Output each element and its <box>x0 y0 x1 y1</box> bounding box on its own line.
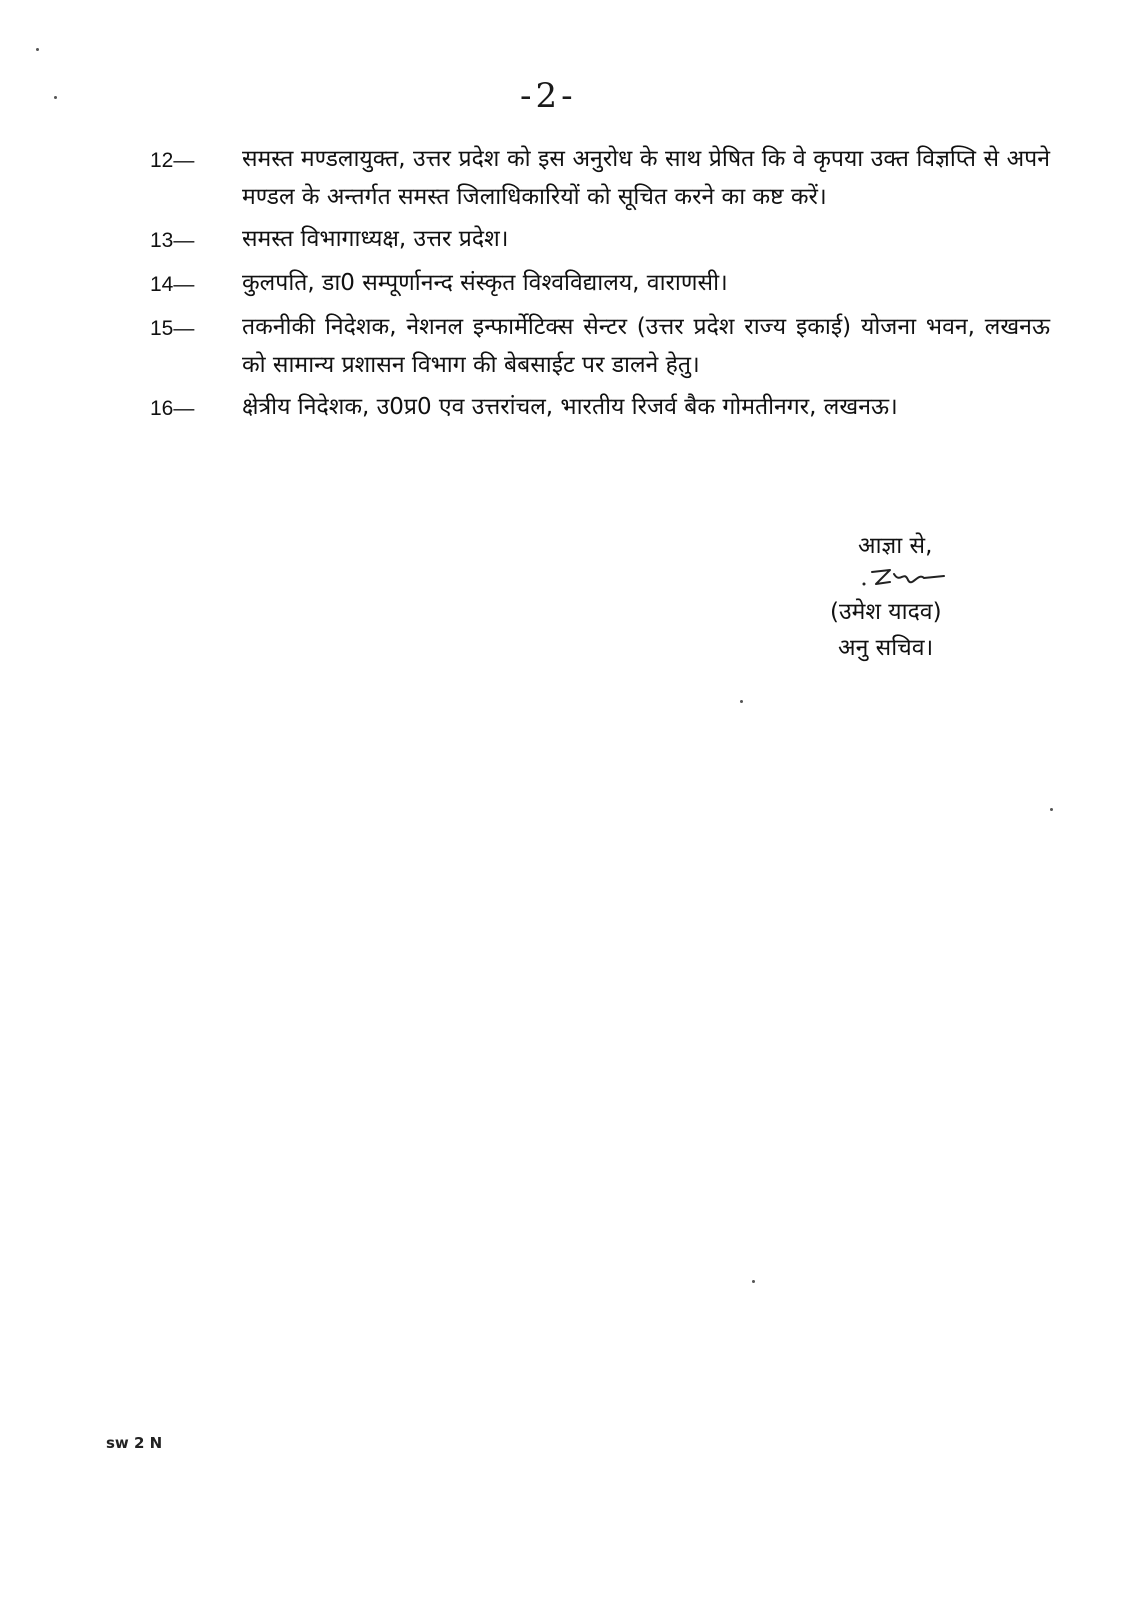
list-item-number: 14— <box>150 273 195 296</box>
scan-speck <box>1050 808 1053 811</box>
list-item-number: 15— <box>150 317 195 340</box>
list-item <box>150 308 1050 384</box>
scan-speck <box>54 96 57 99</box>
signatory-name: (उमेश यादव) <box>830 599 942 625</box>
signature-block <box>830 528 1030 666</box>
scan-speck <box>36 48 39 51</box>
by-order-text: आज्ञा से, <box>858 533 933 559</box>
list-item <box>150 140 1050 216</box>
signatory-designation: अनु सचिव। <box>838 635 934 661</box>
distribution-list <box>150 140 1050 432</box>
list-item-text: समस्त विभागाध्यक्ष, उत्तर प्रदेश। <box>242 226 509 252</box>
list-item-number: 12— <box>150 149 195 172</box>
list-item-text: तकनीकी निदेशक, नेशनल इन्फार्मेटिक्स सेन्टर (उत्तर प्रदेश राज्य इकाई) योजना भवन, लखनऊ को सामान्य प्रशासन विभाग की बेबसाईट पर डालने हेतु। <box>242 314 1051 378</box>
list-item-number: 13— <box>150 229 195 252</box>
footer-code: sw 2 N <box>106 1434 163 1452</box>
list-item-number: 16— <box>150 397 195 420</box>
page-number: -2- <box>520 76 577 116</box>
list-item-text: कुलपति, डा0 सम्पूर्णानन्द संस्कृत विश्वविद्यालय, वाराणसी। <box>242 270 728 296</box>
handwritten-signature <box>860 564 950 594</box>
list-item-text: क्षेत्रीय निदेशक, उ0प्र0 एव उत्तरांचल, भारतीय रिजर्व बैक गोमतीनगर, लखनऊ। <box>242 394 898 420</box>
list-item-text: समस्त मण्डलायुक्त, उत्तर प्रदेश को इस अनुरोध के साथ प्रेषित कि वे कृपया उक्त विज्ञप्ति से अपने मण्डल के अन्तर्गत समस्त जिलाधिकारियों को सूचित करने का कष्ट करें। <box>242 146 1050 210</box>
scan-speck <box>740 700 743 703</box>
scan-speck <box>752 1280 755 1283</box>
list-item <box>150 388 1050 428</box>
list-item <box>150 264 1050 304</box>
list-item <box>150 220 1050 260</box>
